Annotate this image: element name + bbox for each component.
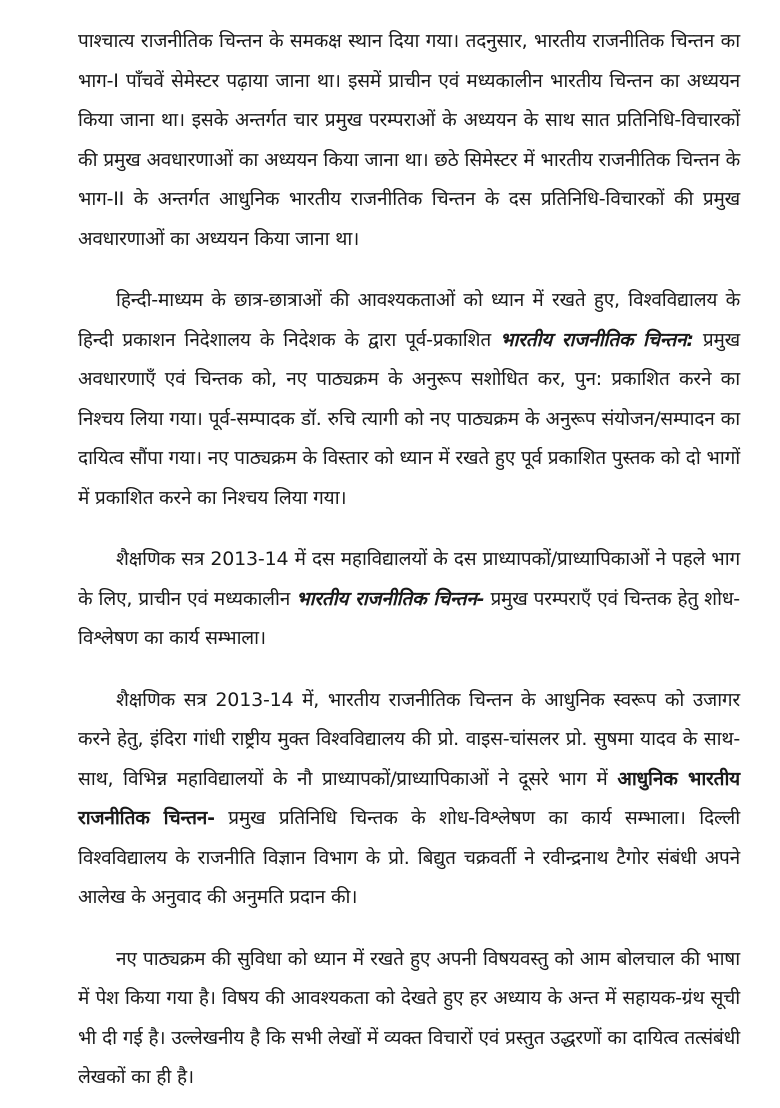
- paragraph-1-text: पाश्चात्य राजनीतिक चिन्तन के समकक्ष स्थान दिया गया। तदनुसार, भारतीय राजनीतिक चिन्तन का भाग-I पाँचवें सेमेस्टर पढ़ाया जाना था। इसमें प्राचीन एवं मध्यकालीन भारतीय चिन्तन का अध्ययन किया जाना था। इसके अन्तर्गत चार प्रमुख परम्पराओं के अध्ययन के साथ सात प्रतिनिधि-विचारकों की प्रमुख अवधारणाओं का अध्ययन किया जाना था। छठे सिमेस्टर में भारतीय राजनीतिक चिन्तन के भाग-II के अन्तर्गत आधुनिक भारतीय राजनीतिक चिन्तन के दस प्रतिनिधि-विचारकों की प्रमुख अवधारणाओं का अध्ययन किया जाना था।: [78, 30, 740, 250]
- book-title-italic: भारतीय राजनीतिक चिन्तन-: [296, 587, 485, 610]
- paragraph-2: [78, 281, 740, 518]
- book-title-italic: भारतीय राजनीतिक चिन्तन:: [500, 328, 694, 351]
- paragraph-3-text-a: शैक्षणिक सत्र 2013-14 में दस महाविद्यालयों के दस प्राध्यापकों/प्राध्यापिकाओं ने पहले भाग के लिए, प्राचीन एवं मध्यकालीन: [78, 548, 740, 610]
- paragraph-2-text-b: प्रमुख अवधारणाएँ एवं चिन्तक को, नए पाठ्यक्रम के अनुरूप सशोधित कर, पुन: प्रकाशित करने का निश्चय लिया गया। पूर्व-सम्पादक डॉ. रुचि त्यागी को नए पाठ्यक्रम के अनुरूप संयोजन/सम्पादन का दायित्व सौंपा गया। नए पाठ्यक्रम के विस्तार को ध्यान में रखते हुए पूर्व प्रकाशित पुस्तक को दो भागों में प्रकाशित करने का निश्चय लिया गया।: [78, 328, 740, 509]
- paragraph-5: [78, 940, 740, 1098]
- paragraph-4-text-a: शैक्षणिक सत्र 2013-14 में, भारतीय राजनीतिक चिन्तन के आधुनिक स्वरूप को उजागर करने हेतु, इंदिरा गांधी राष्ट्रीय मुक्त विश्वविद्यालय की प्रो. वाइस-चांसलर प्रो. सुषमा यादव के साथ- साथ, विभिन्न महाविद्यालयों के नौ प्राध्यापकों/प्राध्यापिकाओं ने दूसरे भाग में: [78, 688, 740, 790]
- paragraph-1: [78, 22, 740, 259]
- paragraph-3-text-b: प्रमुख परम्पराएँ एवं चिन्तक हेतु शोध-विश्लेषण का कार्य सम्भाला।: [78, 587, 740, 649]
- book-title-bold: आधुनिक भारतीय राजनीतिक चिन्तन-: [78, 767, 741, 829]
- paragraph-4: [78, 681, 740, 918]
- paragraph-2-text-a: हिन्दी-माध्यम के छात्र-छात्राओं की आवश्यकताओं को ध्यान में रखते हुए, विश्वविद्यालय के हिन्दी प्रकाशन निदेशालय के निदेशक के द्वारा पूर्व-प्रकाशित: [78, 289, 740, 351]
- paragraph-5-text: नए पाठ्यक्रम की सुविधा को ध्यान में रखते हुए अपनी विषयवस्तु को आम बोलचाल की भाषा में पेश किया गया है। विषय की आवश्यकता को देखते हुए हर अध्याय के अन्त में सहायक-ग्रंथ सूची भी दी गई है। उल्लेखनीय है कि सभी लेखों में व्यक्त विचारों एवं प्रस्तुत उद्धरणों का दायित्व तत्संबंधी लेखकों का ही है।: [78, 947, 740, 1088]
- paragraph-4-text-b: प्रमुख प्रतिनिधि चिन्तक के शोध-विश्लेषण का कार्य सम्भाला। दिल्ली विश्वविद्यालय के राजनीति विज्ञान विभाग के प्रो. बिद्युत चक्रवर्ती ने रवीन्द्रनाथ टैगोर संबंधी अपने आलेख के अनुवाद की अनुमति प्रदान की।: [78, 807, 740, 908]
- paragraph-3: [78, 540, 740, 659]
